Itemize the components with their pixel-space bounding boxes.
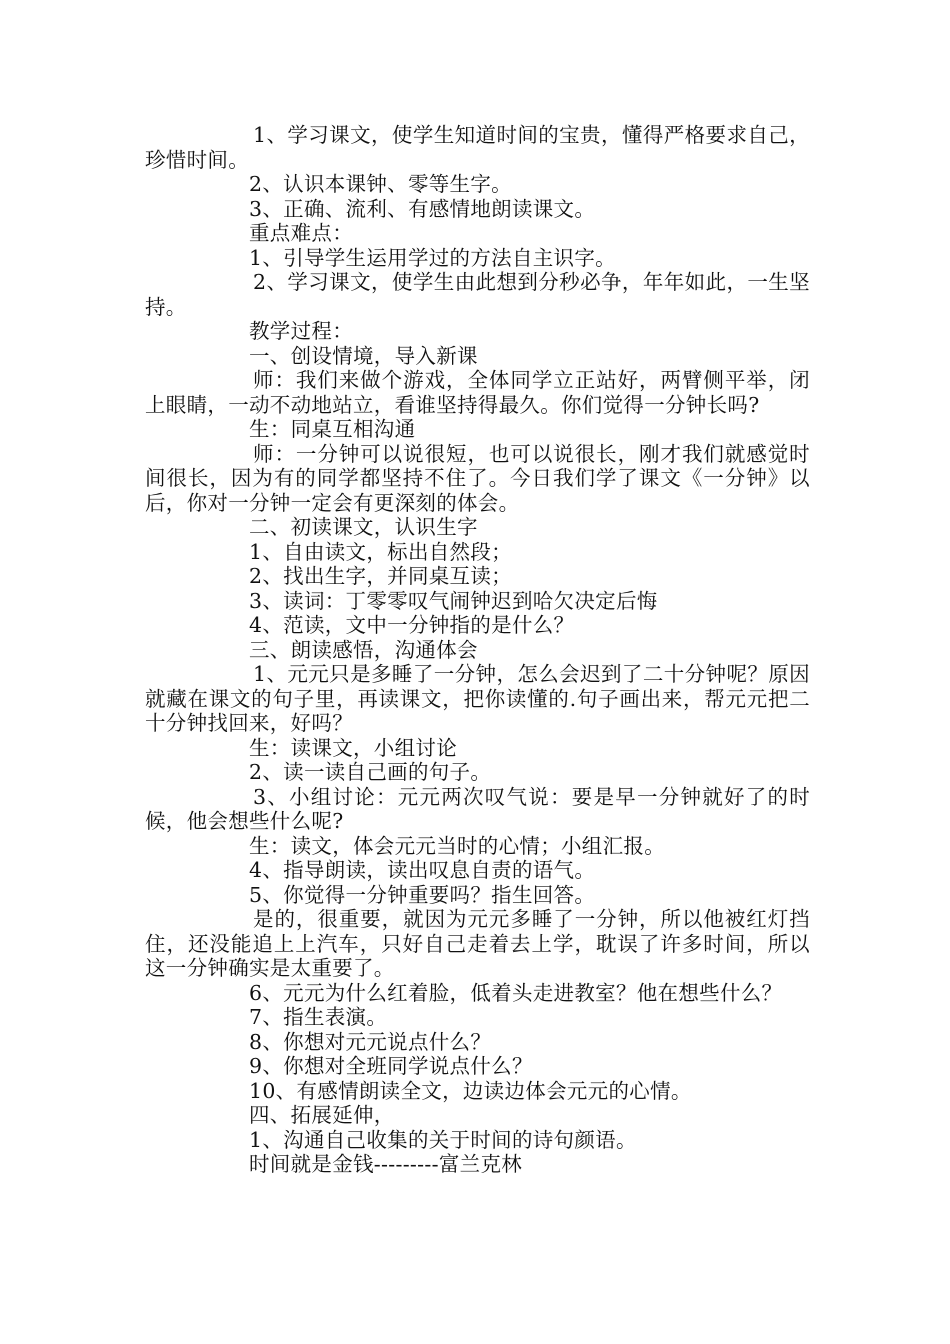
paragraph: 生：同桌互相沟通: [249, 417, 416, 441]
paragraph: 时间就是金钱---------富兰克林: [249, 1152, 523, 1176]
paragraph: 7、指生表演。: [249, 1005, 388, 1029]
document-body: [145, 123, 810, 1177]
paragraph: 2、认识本课钟、零等生字。: [249, 172, 512, 196]
paragraph: 1、学习课文，使学生知道时间的宝贵，懂得严格要求自己，珍惜时间。: [145, 123, 810, 172]
paragraph: 师：一分钟可以说很短，也可以说很长，刚才我们就感觉时间很长，因为有的同学都坚持不住了。今日我们学了课文《一分钟》以后，你对一分钟一定会有更深刻的体会。: [145, 441, 810, 515]
section-heading: 三、朗读感悟，沟通体会: [249, 637, 478, 662]
paragraph: 10、有感情朗读全文，边读边体会元元的心情。: [249, 1078, 692, 1103]
paragraph: 师：我们来做个游戏，全体同学立正站好，两臂侧平举，闭上眼睛，一动不动地站立，看谁坚持得最久。你们觉得一分钟长吗?: [145, 368, 810, 417]
paragraph: 1、自由读文，标出自然段；: [249, 539, 512, 564]
paragraph: 6、元元为什么红着脸，低着头走进教室？他在想些什么？: [249, 980, 783, 1005]
section-heading: 四、拓展延伸，: [249, 1103, 395, 1127]
paragraph: 4、指导朗读，读出叹息自责的语气。: [249, 858, 596, 882]
paragraph: 4、范读，文中一分钟指的是什么？: [249, 613, 575, 637]
paragraph: 9、你想对全班同学说点什么？: [249, 1054, 533, 1078]
paragraph: 1、引导学生运用学过的方法自主识字。: [249, 245, 616, 270]
paragraph: 生：读课文，小组讨论: [249, 735, 457, 760]
section-heading: 二、初读课文，认识生字: [249, 515, 478, 539]
paragraph: 1、元元只是多睡了一分钟，怎么会迟到了二十分钟呢？原因就藏在课文的句子里，再读课文，把你读懂的.句子画出来，帮元元把二十分钟找回来，好吗？: [145, 662, 810, 735]
paragraph: 3、小组讨论：元元两次叹气说：要是早一分钟就好了的时候，他会想些什么呢?: [145, 784, 810, 833]
paragraph: 是的，很重要，就因为元元多睡了一分钟，所以他被红灯挡住，还没能追上上汽车，只好自己走着去上学，耽误了许多时间，所以这一分钟确实是太重要了。: [145, 907, 810, 980]
paragraph: 生：读文，体会元元当时的心情；小组汇报。: [249, 833, 665, 858]
paragraph: 3、正确、流利、有感情地朗读课文。: [249, 196, 596, 221]
paragraph: 2、读一读自己画的句子。: [249, 760, 492, 784]
paragraph: 2、找出生字，并同桌互读；: [249, 564, 512, 588]
paragraph: 3、读词：丁零零叹气闹钟迟到哈欠决定后悔: [249, 588, 658, 613]
section-heading: 一、创设情境，导入新课: [249, 343, 478, 368]
paragraph: 2、学习课文，使学生由此想到分秒必争，年年如此，一生坚持。: [145, 270, 810, 319]
paragraph: 5、你觉得一分钟重要吗？指生回答。: [249, 882, 596, 907]
paragraph: 8、你想对元元说点什么？: [249, 1029, 492, 1054]
section-heading: 重点难点：: [249, 221, 353, 245]
section-heading: 教学过程：: [249, 319, 353, 343]
paragraph: 1、沟通自己收集的关于时间的诗句颜语。: [249, 1127, 637, 1152]
